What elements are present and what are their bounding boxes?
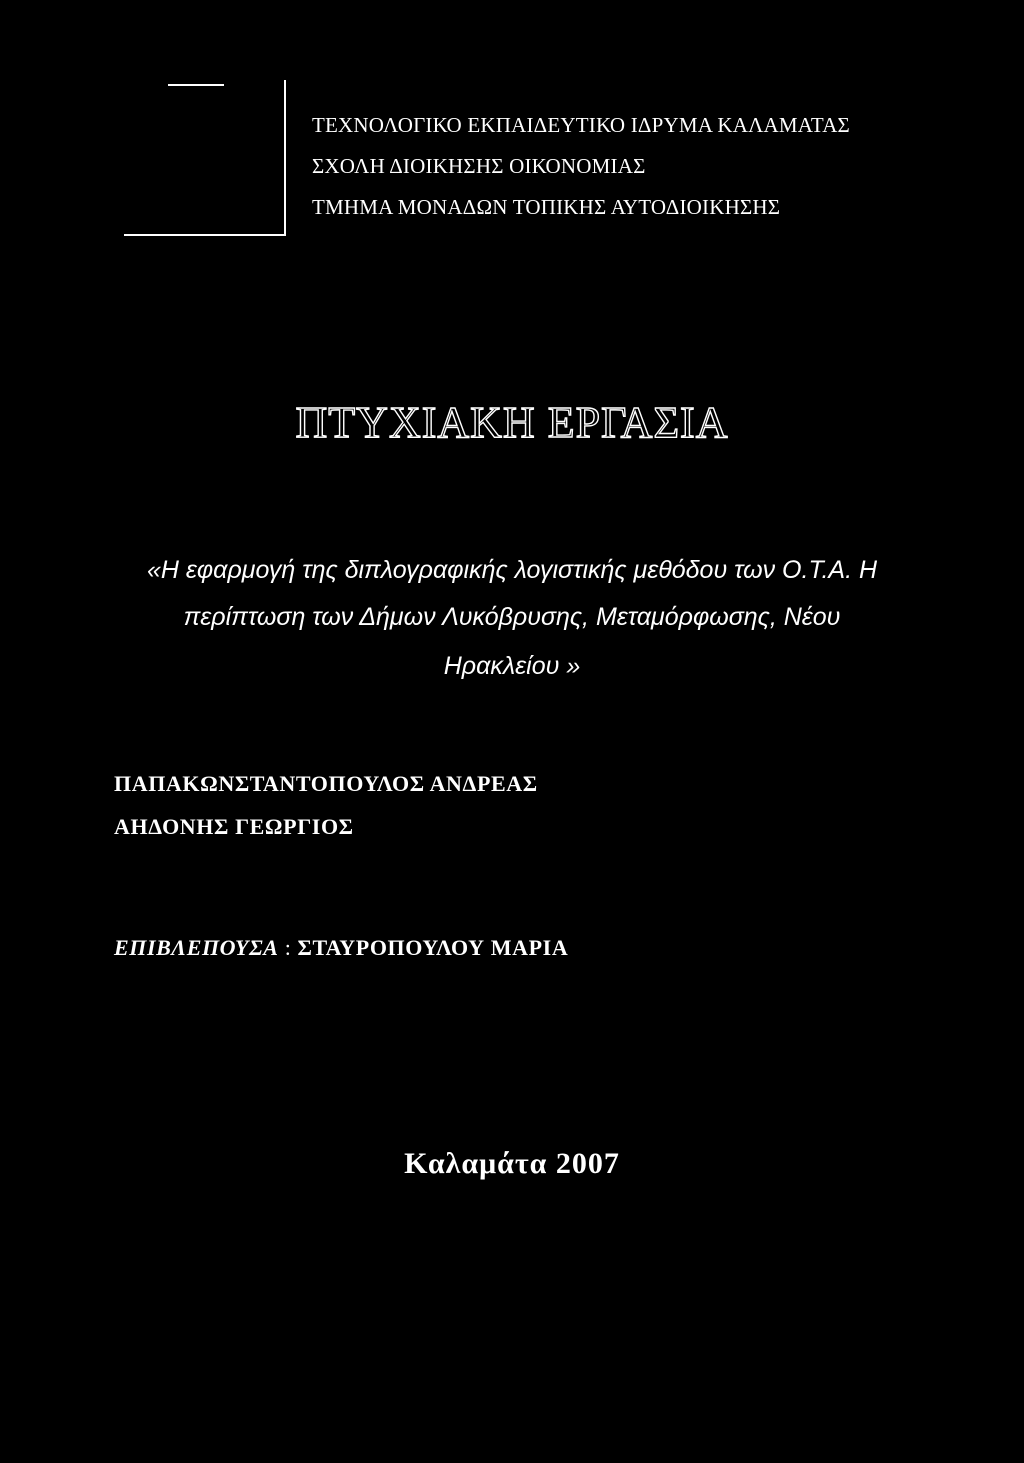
thesis-topic-line-3: Ηρακλείου » bbox=[443, 652, 581, 680]
supervisor-separator: : bbox=[278, 935, 298, 960]
supervisor-line bbox=[114, 935, 568, 961]
institution-name: ΤΕΧΝΟΛΟΓΙΚΟ ΕΚΠΑΙΔΕΥΤΙΚΟ ΙΔΡΥΜΑ ΚΑΛΑΜΑΤΑΣ bbox=[312, 113, 850, 137]
frame-top-line bbox=[168, 84, 224, 86]
frame-bottom-line bbox=[124, 234, 286, 236]
supervisor-label: ΕΠΙΒΛΕΠΟΥΣΑ bbox=[114, 935, 279, 960]
department-name: ΤΜΗΜΑ ΜΟΝΑΔΩΝ ΤΟΠΙΚΗΣ ΑΥΤΟΔΙΟΙΚΗΣΗΣ bbox=[312, 195, 781, 219]
thesis-topic-line-1: «Η εφαρμογή της διπλογραφικής λογιστικής μεθόδου των Ο.Τ.Α. Η bbox=[146, 556, 878, 584]
place-and-year: Καλαμάτα 2007 bbox=[404, 1147, 620, 1180]
thesis-type-title: ΠΤΥΧΙΑΚΗ ΕΡΓΑΣΙΑ bbox=[295, 398, 729, 447]
frame-right-line bbox=[284, 80, 286, 236]
thesis-topic-line-2: περίπτωση των Δήμων Λυκόβρυσης, Μεταμόρφωσης, Νέου bbox=[183, 603, 841, 631]
school-name: ΣΧΟΛΗ ΔΙΟΙΚΗΣΗΣ ΟΙΚΟΝΟΜΙΑΣ bbox=[312, 154, 646, 178]
supervisor-name: ΣΤΑΥΡΟΠΟΥΛΟΥ ΜΑΡΙΑ bbox=[297, 935, 569, 960]
author-name: ΑΗΔΟΝΗΣ ΓΕΩΡΓΙΟΣ bbox=[114, 814, 354, 839]
author-name: ΠΑΠΑΚΩΝΣΤΑΝΤΟΠΟΥΛΟΣ ΑΝΔΡΕΑΣ bbox=[114, 771, 538, 796]
